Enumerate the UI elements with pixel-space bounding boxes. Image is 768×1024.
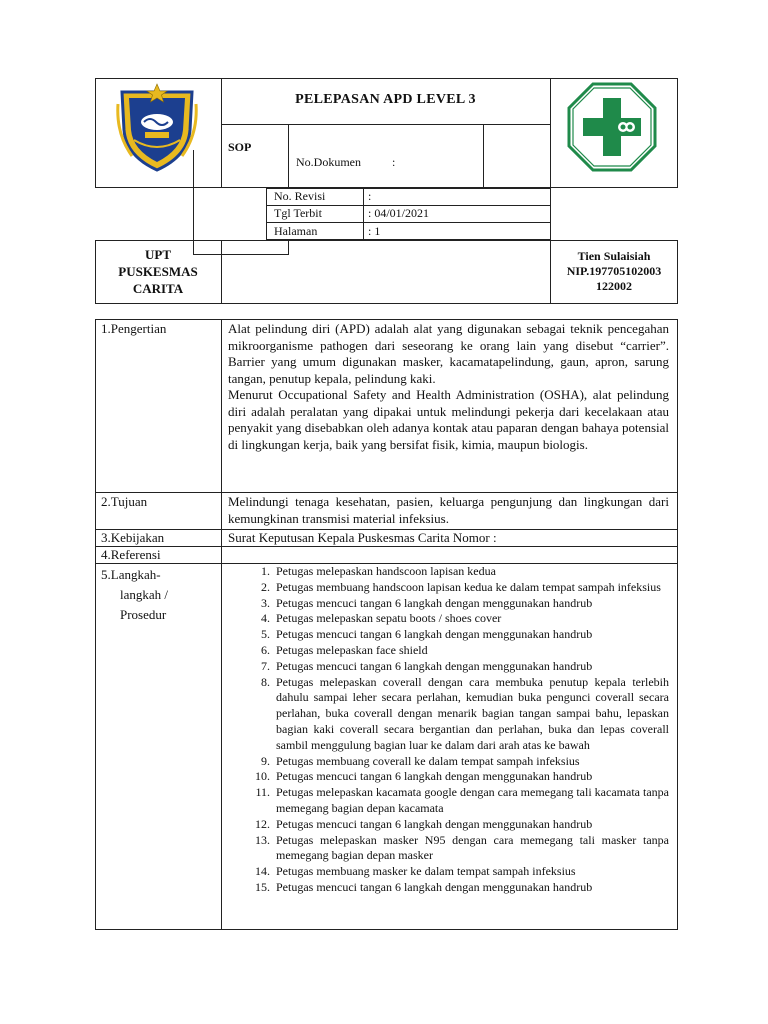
tujuan-content: Melindungi tenaga kesehatan, pasien, keluarga pengunjung dan lingkungan dari kemungkinan transmisi material infeksius. <box>228 494 669 526</box>
org-line-3: CARITA <box>132 281 184 296</box>
emblem-icon <box>114 82 200 174</box>
pengertian-paragraph-1: Alat pelindung diri (APD) adalah alat yang digunakan sebagai teknik pencegahan mikroorganisme pathogen dari seseorang ke orang lain yang disebut “carrier”. Barrier yang umum digunakan masker, kacamatapelindung, gaun, apron, sarung tangan, penutup kepala, pelindung kaki. <box>228 321 669 386</box>
procedure-steps-list <box>228 564 669 896</box>
no-dokumen-value: : <box>392 155 396 169</box>
procedure-step: 9. Petugas membuang coverall ke dalam tempat sampah infeksius <box>273 754 669 770</box>
signer-name: Tien Sulaisiah <box>577 249 651 263</box>
tujuan-label: 2.Tujuan <box>101 494 148 509</box>
langkah-label <box>101 565 168 625</box>
no-revisi-value: : <box>368 189 372 203</box>
procedure-step: 4. Petugas melepaskan sepatu boots / shoes cover <box>273 611 669 627</box>
procedure-step: 5. Petugas mencuci tangan 6 langkah dengan menggunakan handrub <box>273 627 669 643</box>
kebijakan-label: 3.Kebijakan <box>101 530 165 545</box>
langkah-label-3: Prosedur <box>120 607 167 622</box>
revision-row-divider-2 <box>266 222 551 223</box>
signer-block <box>550 249 678 294</box>
pengertian-paragraph-2: Menurut Occupational Safety and Health Administration (OSHA), alat pelindung diri adalah peralatan yang dipakai untuk melindungi pekerja dari kecelakaan atau penyakit yang disebabkan oleh adanya kontak atau paparan dengan bahaya potensial di lingkungan kerja, baik yang bersifat fisik, kimia, maupun biologis. <box>228 387 669 452</box>
header-dokumen-divider <box>483 124 484 188</box>
org-line-1: UPT <box>145 247 171 262</box>
halaman-value: : 1 <box>368 224 381 238</box>
stray-line-vertical <box>193 150 194 254</box>
org-col-divider-left <box>221 240 222 304</box>
procedure-step: 6. Petugas melepaskan face shield <box>273 643 669 659</box>
row-divider-pengertian <box>95 492 678 493</box>
page-title: PELEPASAN APD LEVEL 3 <box>295 92 476 107</box>
procedure-step: 10. Petugas mencuci tangan 6 langkah dengan menggunakan handrub <box>273 769 669 785</box>
referensi-label: 4.Referensi <box>101 547 161 562</box>
procedure-step: 1. Petugas melepaskan handscoon lapisan kedua <box>273 564 669 580</box>
procedure-steps <box>228 564 669 896</box>
revision-col-divider <box>363 188 364 240</box>
header-divider-right <box>550 78 551 188</box>
content-col-divider <box>221 319 222 930</box>
org-line-2: PUSKESMAS <box>118 264 198 279</box>
procedure-step: 7. Petugas mencuci tangan 6 langkah dengan menggunakan handrub <box>273 659 669 675</box>
procedure-step: 11. Petugas melepaskan kacamata google dengan cara memegang tali kacamata tanpa memegang bagian depan kacamata <box>273 785 669 817</box>
procedure-step: 3. Petugas mencuci tangan 6 langkah dengan menggunakan handrub <box>273 596 669 612</box>
procedure-step: 8. Petugas melepaskan coverall dengan cara membuka penutup kepala terlebih dahulu sampai leher secara perlahan, kemudian buka pengunci coverall secara perlahan, buka coverall dengan menarik bagian tangan sampai bahu, lepaskan bagian kaki coverall secara bergantian dan perlahan, buka dan lepas coverall sambil menggulung bagian luar ke dalam dari arah atas ke bawah <box>273 675 669 754</box>
pengertian-label: 1.Pengertian <box>101 321 167 336</box>
procedure-step: 13. Petugas melepaskan masker N95 dengan cara memegang tali masker tanpa memegang bagian depan masker <box>273 833 669 865</box>
header-title-underline <box>221 124 550 125</box>
green-cross-icon <box>567 82 657 172</box>
procedure-step: 14. Petugas membuang masker ke dalam tempat sampah infeksius <box>273 864 669 880</box>
procedure-step: 15. Petugas mencuci tangan 6 langkah dengan menggunakan handrub <box>273 880 669 896</box>
langkah-label-2: langkah / <box>120 587 169 602</box>
kebijakan-content: Surat Keputusan Kepala Puskesmas Carita Nomor : <box>228 530 497 545</box>
signer-nip-2: 122002 <box>596 279 632 293</box>
tgl-terbit-value: : 04/01/2021 <box>368 206 430 220</box>
no-dokumen-label: No.Dokumen <box>296 155 361 169</box>
langkah-label-1: 5.Langkah- <box>101 567 161 582</box>
header-sop-divider <box>288 124 289 188</box>
signer-nip-1: NIP.197705102003 <box>566 264 662 278</box>
sop-label: SOP <box>228 140 252 154</box>
puskesmas-logo <box>567 82 657 172</box>
regional-emblem-logo <box>114 82 200 174</box>
procedure-step: 12. Petugas mencuci tangan 6 langkah dengan menggunakan handrub <box>273 817 669 833</box>
org-name <box>95 246 221 297</box>
tgl-terbit-label: Tgl Terbit <box>274 206 322 220</box>
procedure-step: 2. Petugas membuang handscoon lapisan kedua ke dalam tempat sampah infeksius <box>273 580 669 596</box>
halaman-label: Halaman <box>274 224 318 238</box>
no-revisi-label: No. Revisi <box>274 189 326 203</box>
pengertian-content <box>228 321 669 453</box>
